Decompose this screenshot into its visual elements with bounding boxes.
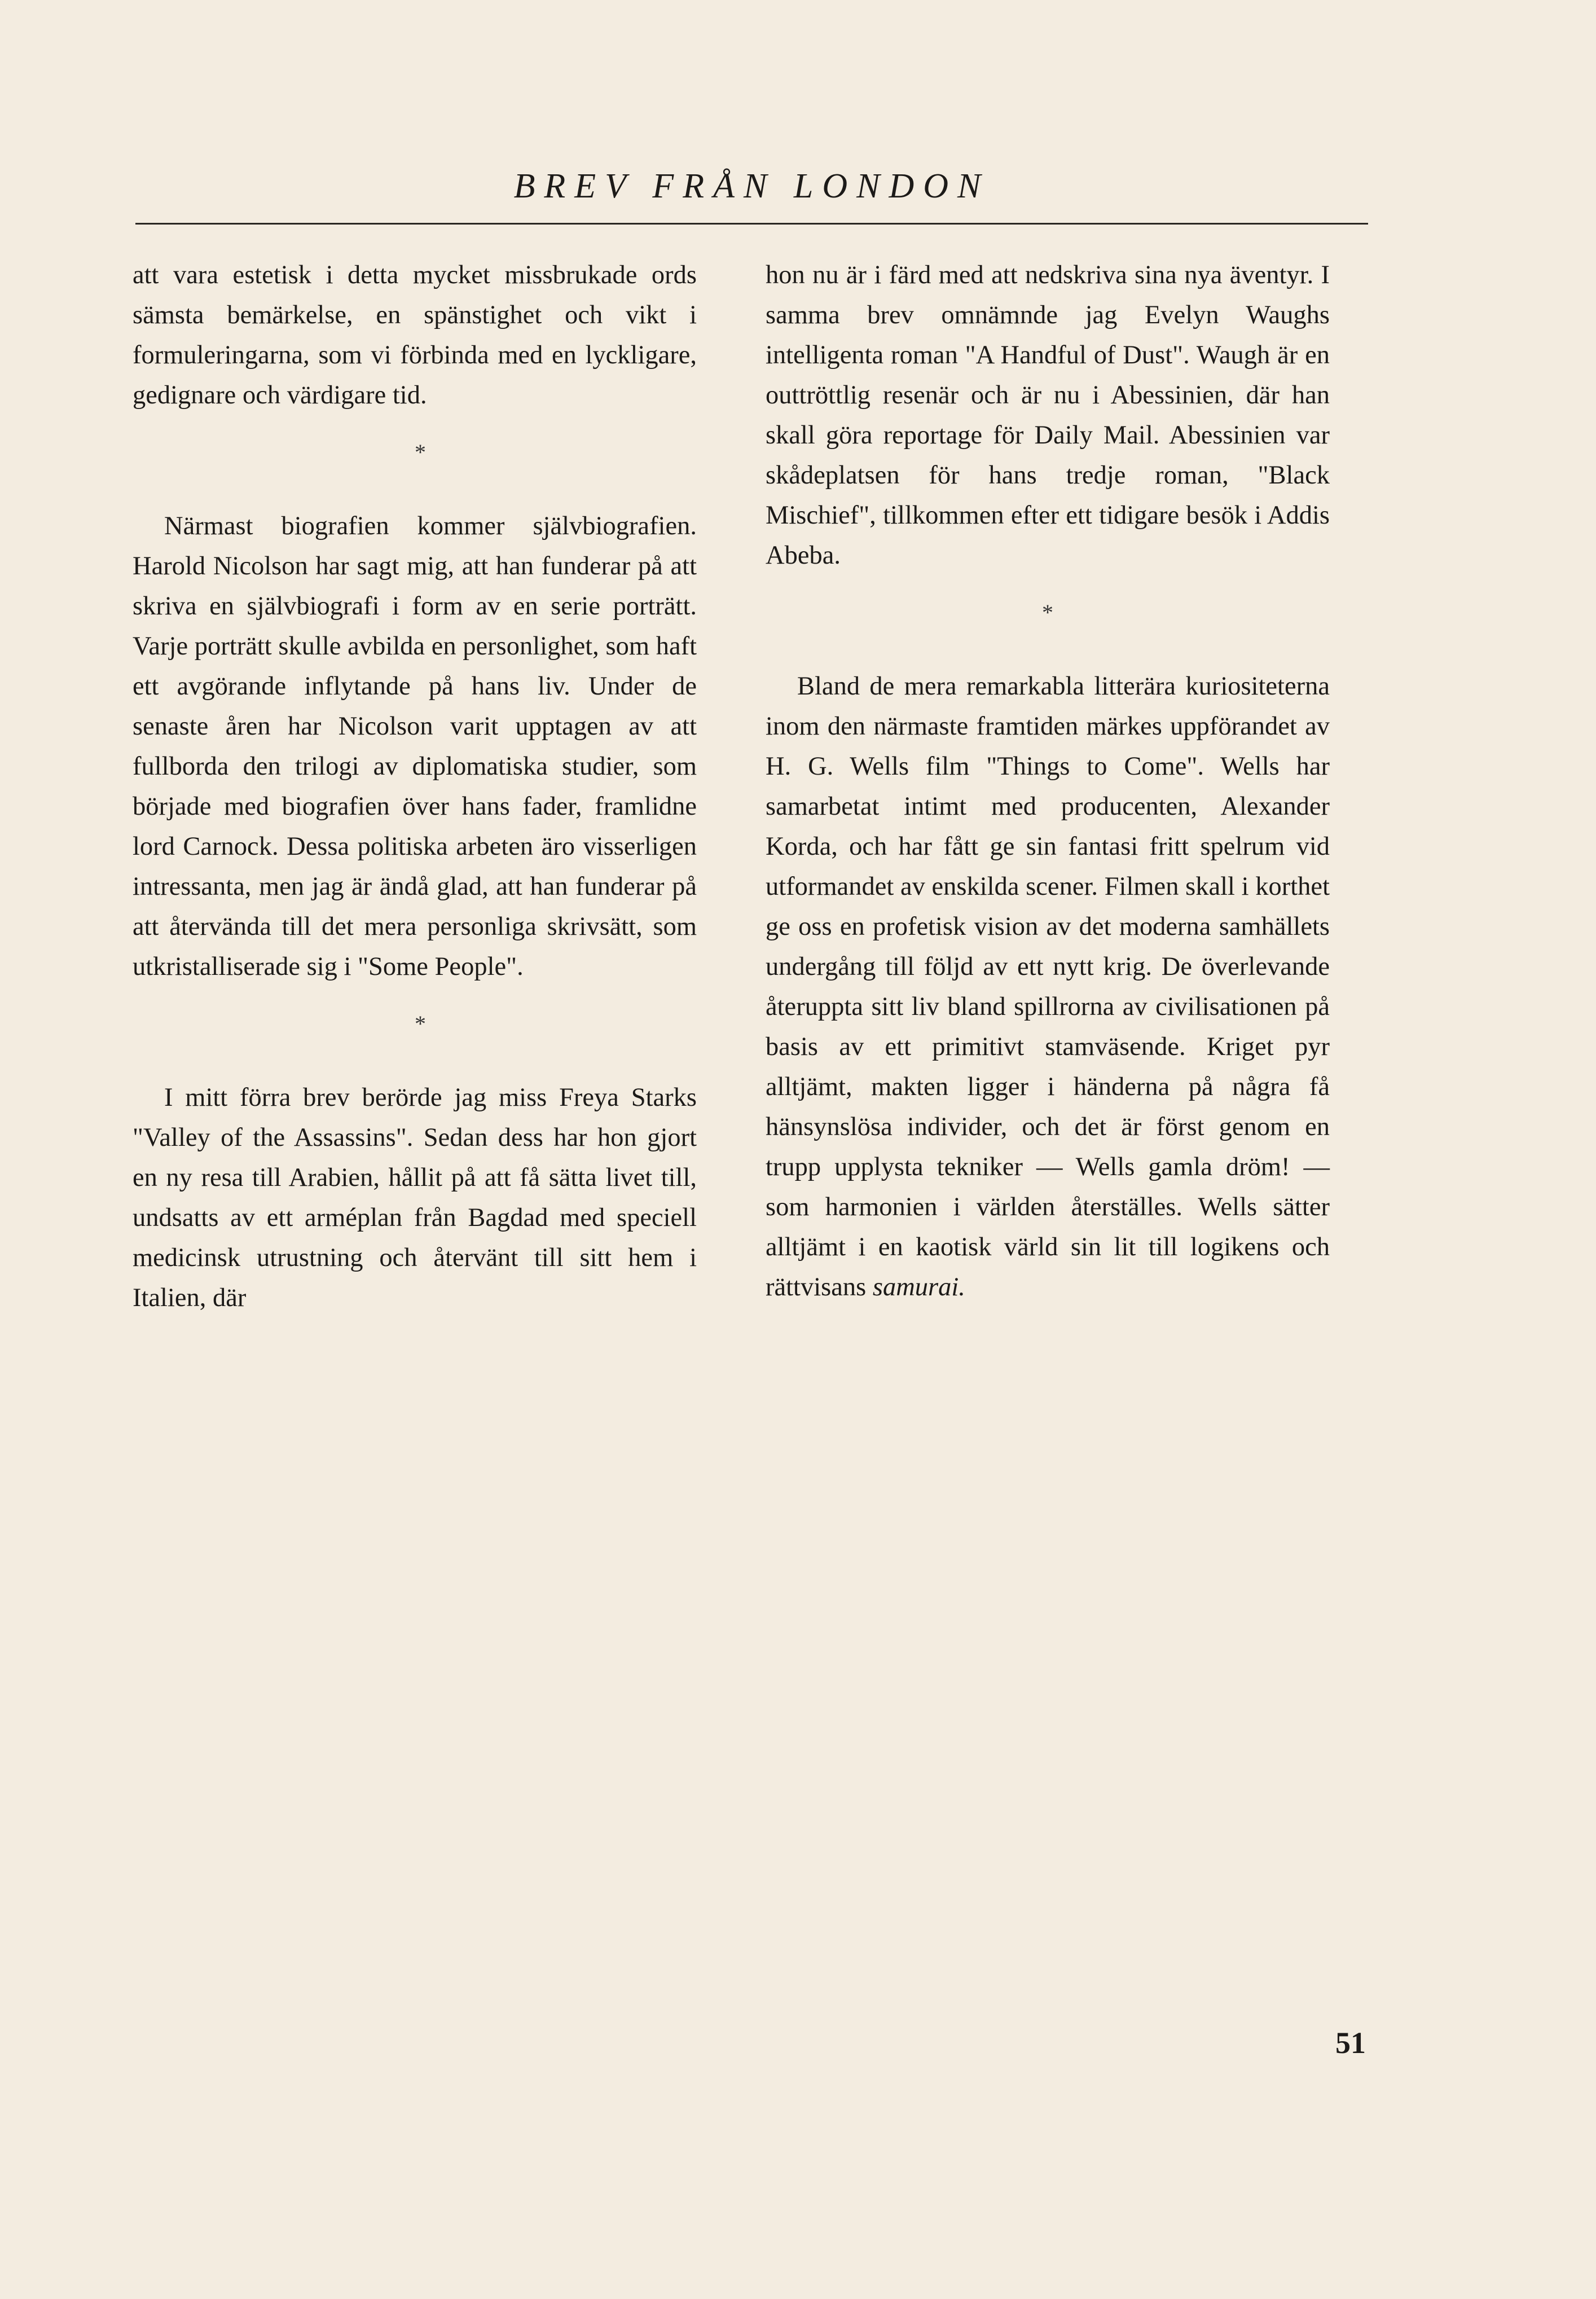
paragraph-waugh: hon nu är i färd med att nedskriva sina nya äventyr. I samma brev omnämnde jag Evelyn Waughs intelligenta roman "A Handful of Dust". Waugh är en outtröttlig resenär och är nu i Abessinien, där han skall göra reportage för Daily Mail. Abessinien var skådeplatsen för hans tredje roman, "Black Mischief", tillkommen efter ett tidigare besök i Addis Abeba.: [766, 261, 1330, 570]
left-column: [133, 255, 697, 1318]
italic-samurai: samurai.: [872, 1273, 965, 1302]
wells-paragraph-text: Bland de mera remarkabla litterära kuriositeterna inom den närmaste framtiden märkes uppförandet av H. G. Wells film "Things to Come". Wells har samarbetat intimt med producenten, Alexander Korda, och har fått ge sin fantasi fritt spelrum vid utformandet av enskilda scener. Filmen skall i korthet ge oss en profetisk vision av det moderna samhällets undergång till följd av ett nytt krig. De överlevande återuppta sitt liv bland spillrorna av civilisationen på basis av ett primitivt stamväsende. Kriget pyr alltjämt, makten ligger i händerna på några få hänsynslösa individer, och det är först genom en trupp upplysta tekniker — Wells gamla dröm! — som harmonien i världen återställes. Wells sätter alltjämt i en kaotisk värld sin lit till logikens och rättvisans: [766, 672, 1330, 1302]
page-number: 51: [1335, 2026, 1366, 2060]
paragraph-wells-film: [766, 666, 1330, 1307]
paragraph-aesthetic-continuation: att vara estetisk i detta mycket missbrukade ords sämsta bemärkelse, en spänstighet och vikt i formuleringarna, som vi förbinda med en lyckligare, gedignare och värdigare tid.: [133, 261, 697, 410]
running-title: BREV FRÅN LONDON: [513, 167, 990, 205]
section-separator: *: [415, 1011, 426, 1036]
section-separator: *: [1042, 600, 1053, 625]
right-column: [766, 255, 1330, 1307]
paragraph-autobiography: Närmast biografien kommer självbiografien. Harold Nicolson har sagt mig, att han funderar på att skriva en självbiografi i form av en serie porträtt. Varje porträtt skulle avbilda en personlighet, som haft ett avgörande inflytande på hans liv. Under de senaste åren har Nicolson varit upptagen av att fullborda den trilogi av diplomatiska studier, som började med biografien över hans fader, framlidne lord Carnock. Dessa politiska arbeten äro visserligen intressanta, men jag är ändå glad, att han funderar på att återvända till det mera personliga skrivsätt, som utkristalliserade sig i "Some People".: [133, 512, 697, 981]
header-rule: [135, 223, 1368, 225]
running-header: [135, 166, 1368, 206]
paragraph-freya-stark: I mitt förra brev berörde jag miss Freya Starks "Valley of the Assassins". Sedan dess har hon gjort en ny resa till Arabien, hållit på att få sätta livet till, undsatts av ett arméplan från Bagdad med speciell medicinsk utrustning och återvänt till sitt hem i Italien, där: [133, 1083, 697, 1312]
section-separator: *: [415, 439, 426, 465]
